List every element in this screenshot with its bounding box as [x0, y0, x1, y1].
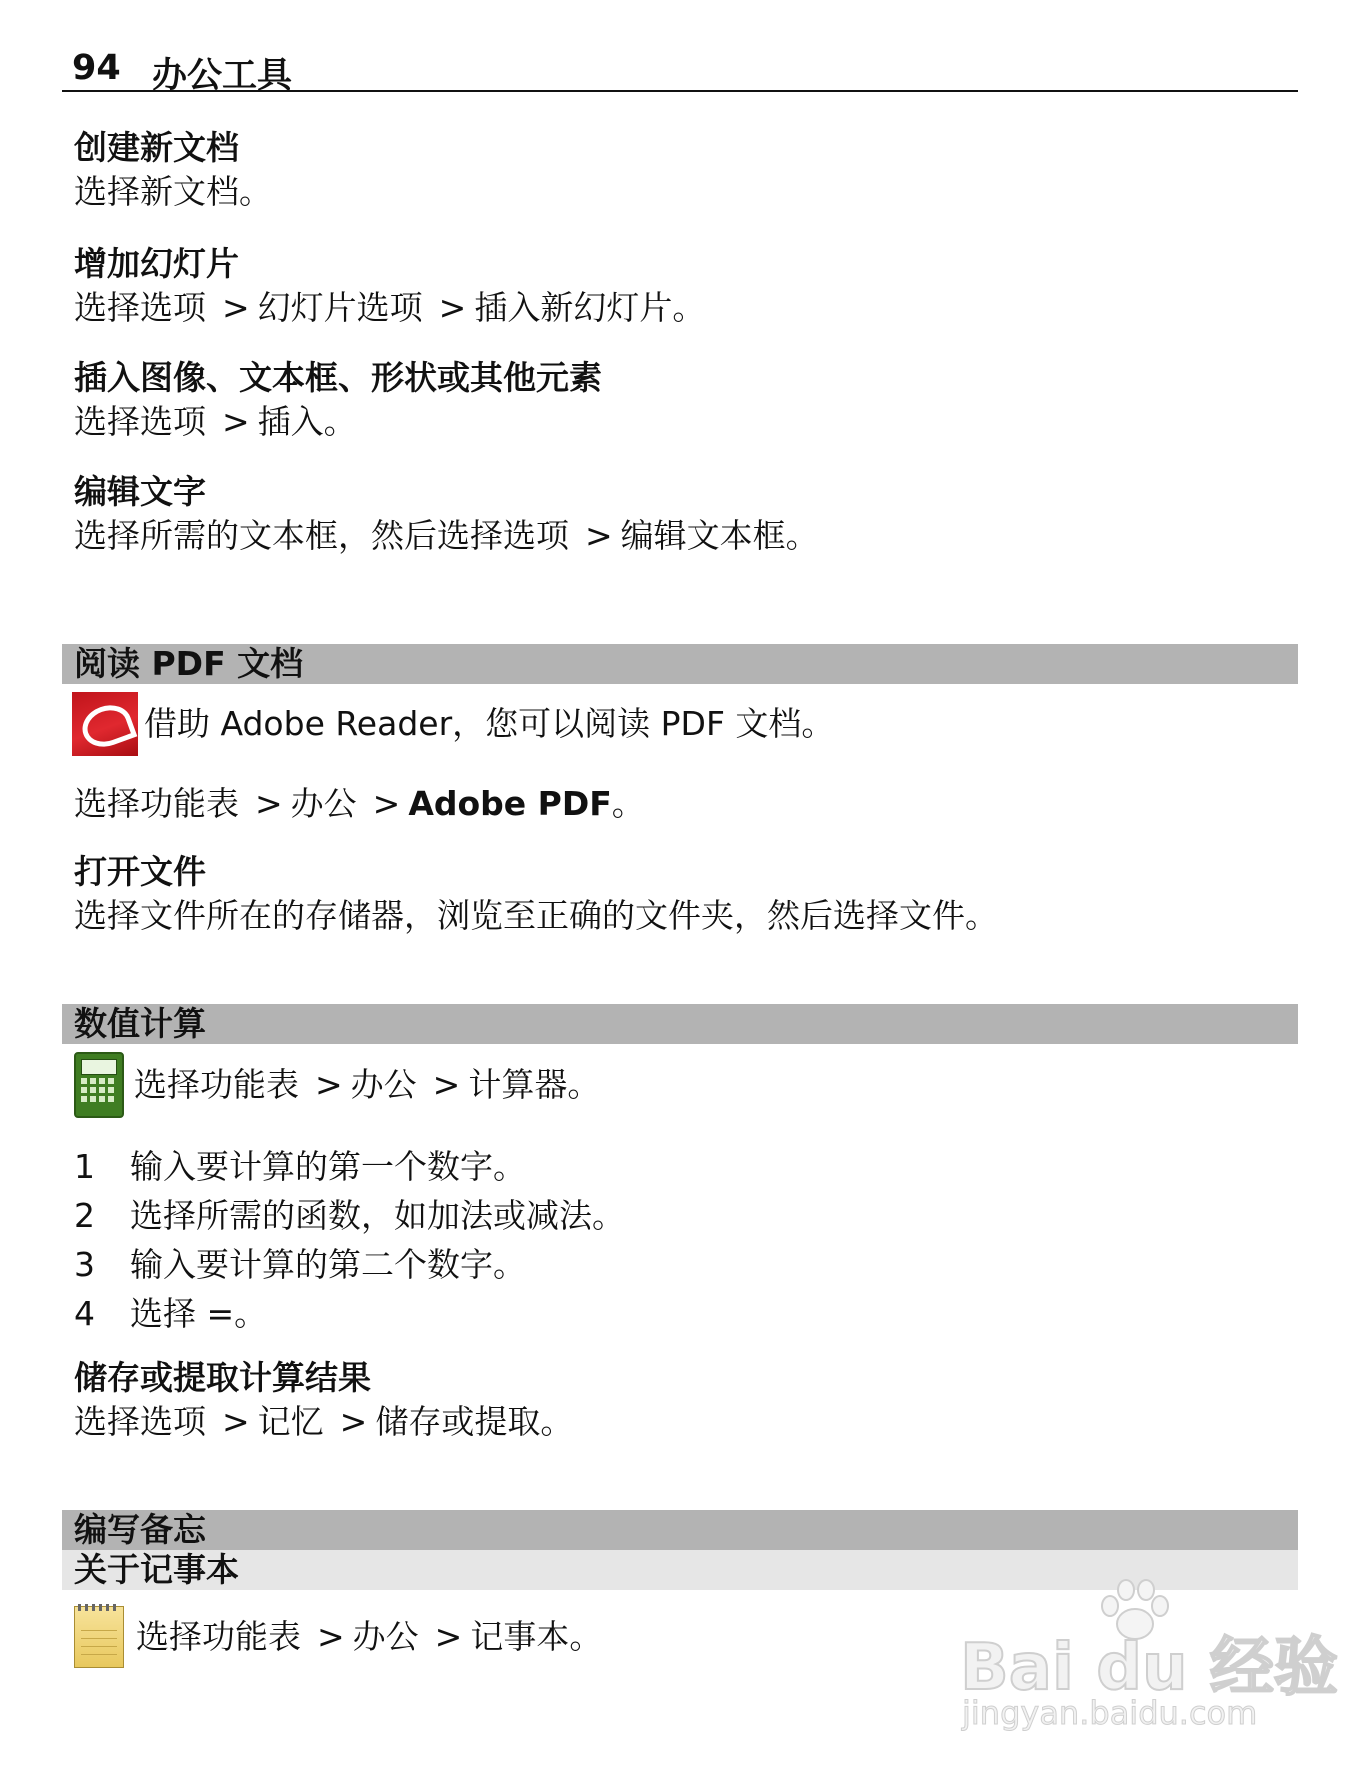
step-number: 2 [74, 1196, 95, 1235]
create-doc-heading: 创建新文档 [74, 128, 239, 167]
path-separator: > [222, 288, 250, 327]
step-text: 输入要计算的第二个数字。 [130, 1245, 526, 1284]
calculator-icon [74, 1052, 124, 1118]
list-item [74, 1191, 625, 1240]
create-doc-section [74, 126, 272, 214]
notes-path [136, 1615, 602, 1659]
path-step: 幻灯片选项 [257, 288, 423, 327]
add-slide-section [74, 242, 705, 330]
path-step: 记事本。 [470, 1617, 603, 1656]
path-separator: > [255, 784, 283, 823]
pdf-intro [72, 692, 834, 756]
step-text: 输入要计算的第一个数字。 [130, 1147, 526, 1186]
open-file-text: 选择文件所在的存储器，浏览至正确的文件夹，然后选择文件。 [74, 896, 998, 935]
notes-section-title: 编写备忘 [74, 1510, 206, 1549]
pdf-section-title: 阅读 PDF 文档 [74, 644, 304, 683]
path-step: 储存或提取。 [375, 1402, 574, 1441]
path-step: 选择选项 [74, 402, 206, 441]
path-separator: > [339, 1402, 368, 1441]
create-doc-text: 选择新文档。 [74, 172, 272, 211]
edit-text-path [74, 514, 819, 558]
path-step: 选择功能表 [74, 784, 239, 823]
path-step: 选择选项 [74, 288, 206, 327]
path-step: 选择功能表 [134, 1065, 299, 1104]
path-step: 办公 [350, 1065, 417, 1104]
path-step: 编辑文本框。 [620, 516, 819, 555]
step-number: 4 [74, 1294, 95, 1333]
path-step: 办公 [352, 1617, 419, 1656]
add-slide-path [74, 286, 705, 330]
step-text: 选择所需的函数，如加法或减法。 [130, 1196, 625, 1235]
watermark-brand: Bai du 经验 [960, 1631, 1338, 1705]
calc-intro [74, 1052, 600, 1118]
insert-elements-section [74, 356, 602, 444]
adobe-reader-icon [72, 692, 138, 756]
path-step: 记忆 [257, 1402, 324, 1441]
notes-section-bar [62, 1510, 1298, 1550]
calc-section-bar [62, 1004, 1298, 1044]
add-slide-heading: 增加幻灯片 [74, 244, 239, 283]
calc-section-title: 数值计算 [74, 1004, 206, 1043]
memory-path [74, 1400, 573, 1444]
path-separator: > [585, 516, 613, 555]
baidu-watermark [960, 1576, 1338, 1746]
edit-text-heading: 编辑文字 [74, 472, 206, 511]
path-step: 插入。 [257, 402, 357, 441]
path-separator: > [222, 1402, 250, 1441]
path-separator: > [222, 402, 250, 441]
path-step: 选择功能表 [136, 1617, 301, 1656]
step-number: 1 [74, 1147, 95, 1186]
list-item [74, 1289, 625, 1338]
open-file-section [74, 850, 998, 938]
memory-heading: 储存或提取计算结果 [74, 1358, 371, 1397]
list-item [74, 1240, 625, 1289]
step-number: 3 [74, 1245, 95, 1284]
edit-text-section [74, 470, 819, 558]
open-file-heading: 打开文件 [74, 852, 206, 891]
pdf-section-bar [62, 644, 1298, 684]
path-separator: > [438, 288, 467, 327]
path-separator: > [315, 1065, 343, 1104]
path-separator: > [434, 1617, 463, 1656]
step-text: 选择 =。 [130, 1294, 268, 1333]
calc-steps-list [74, 1142, 625, 1338]
path-step: 选择所需的文本框，然后选择选项 [74, 516, 569, 555]
insert-elements-path [74, 400, 602, 444]
path-step-adobe-pdf: Adobe PDF [408, 784, 612, 823]
path-separator: > [432, 1065, 461, 1104]
pdf-intro-text: 借助 Adobe Reader，您可以阅读 PDF 文档。 [144, 704, 835, 743]
memory-section [74, 1356, 573, 1444]
path-step: 办公 [290, 784, 357, 823]
notes-subsection-title: 关于记事本 [74, 1550, 239, 1589]
path-step: 选择选项 [74, 1402, 206, 1441]
notes-intro [74, 1606, 602, 1668]
calc-path [134, 1063, 600, 1107]
pdf-path [74, 782, 645, 826]
path-end: 。 [611, 784, 645, 823]
path-step: 计算器。 [468, 1065, 601, 1104]
page-number: 94 [72, 48, 121, 88]
notepad-icon [74, 1606, 124, 1668]
insert-elements-heading: 插入图像、文本框、形状或其他元素 [74, 358, 602, 397]
path-separator: > [372, 784, 401, 823]
chapter-title: 办公工具 [152, 56, 293, 96]
list-item [74, 1142, 625, 1191]
watermark-url: jingyan.baidu.com [962, 1694, 1258, 1732]
path-separator: > [317, 1617, 345, 1656]
path-step: 插入新幻灯片。 [474, 288, 706, 327]
page-header [62, 44, 1298, 96]
